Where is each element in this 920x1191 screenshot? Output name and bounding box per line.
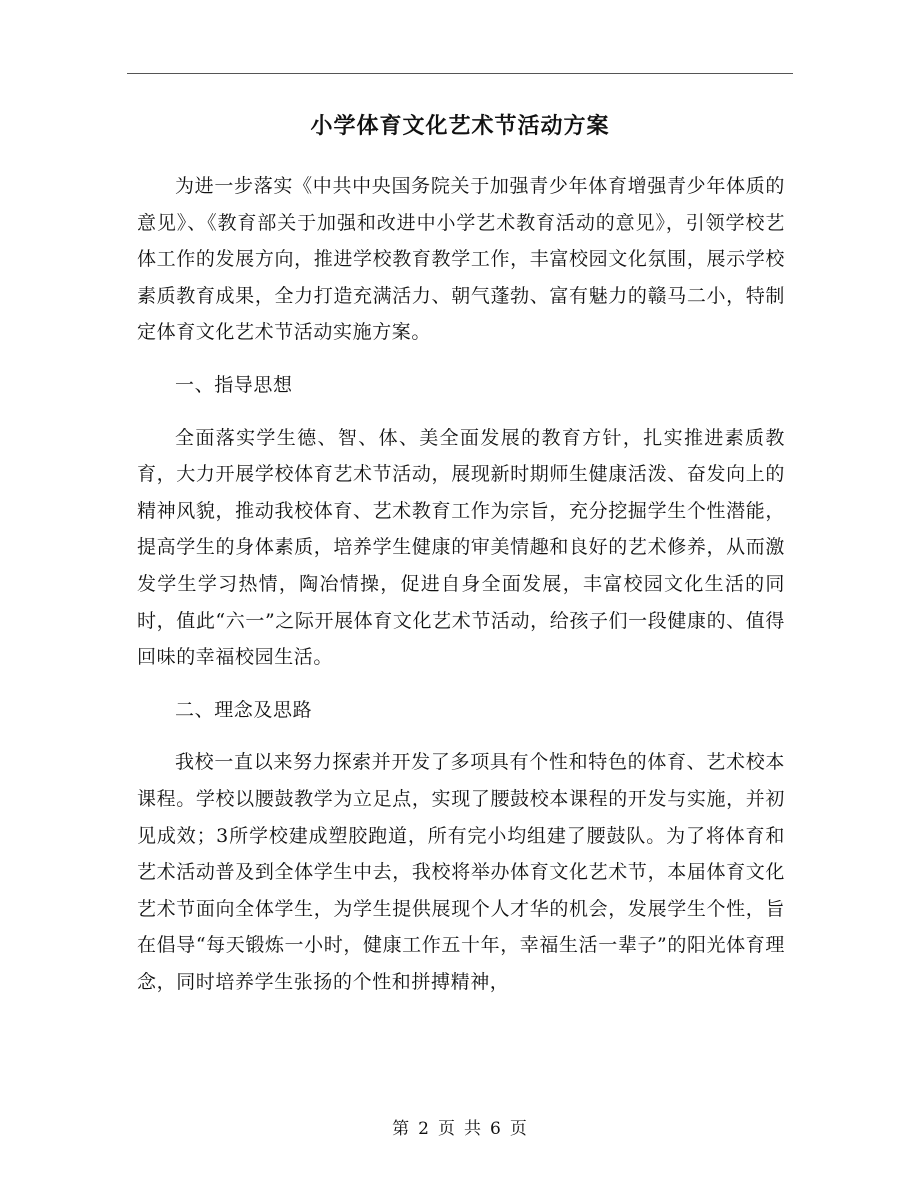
section-paragraph-concept-approach: 我校一直以来努力探索并开发了多项具有个性和特色的体育、艺术校本课程。学校以腰鼓教学为立足点，实现了腰鼓校本课程的开发与实施，并初见成效；3所学校建成塑胶跑道，所有完小均组建了腰鼓队。为了将体育和艺术活动普及到全体学生中去，我校将举办体育文化艺术节，本届体育文化艺术节面向全体学生，为学生提供展现个人才华的机会，发展学生个性，旨在倡导“每天锻炼一小时，健康工作五十年，幸福生活一辈子”的阳光体育理念，同时培养学生张扬的个性和拼搏精神， xyxy=(137,751,785,993)
document-title: 小学体育文化艺术节活动方案 xyxy=(310,113,610,139)
section-paragraph-guiding-ideology: 全面落实学生德、智、体、美全面发展的教育方针，扎实推进素质教育，大力开展学校体育艺术节活动，展现新时期师生健康活泼、奋发向上的精神风貌，推动我校体育、艺术教育工作为宗旨，充分挖掘学生个性潜能，提高学生的身体素质，培养学生健康的审美情趣和良好的艺术修养，从而激发学生学习热情，陶冶情操，促进自身全面发展，丰富校园文化生活的同时，值此“六一”之际开展体育文化艺术节活动，给孩子们一段健康的、值得回味的幸福校园生活。 xyxy=(137,426,785,669)
header-rule xyxy=(127,73,793,74)
page-footer xyxy=(127,1117,793,1141)
intro-paragraph: 为进一步落实《中共中央国务院关于加强青少年体育增强青少年体质的意见》、《教育部关于加强和改进中小学艺术教育活动的意见》，引领学校艺体工作的发展方向，推进学校教育教学工作，丰富校园文化氛围，展示学校素质教育成果，全力打造充满活力、朝气蓬勃、富有魅力的赣马二小，特制定体育文化艺术节活动实施方案。 xyxy=(137,175,785,344)
footer-page-word: 页 xyxy=(438,1119,456,1139)
footer-suffix: 页 xyxy=(509,1119,528,1139)
section-heading-guiding-ideology: 一、指导思想 xyxy=(175,373,293,396)
footer-total-label: 共 xyxy=(464,1119,482,1139)
footer-total-pages: 6 xyxy=(490,1119,502,1139)
document-body xyxy=(137,168,785,1000)
footer-prefix: 第 xyxy=(392,1119,411,1139)
section-heading-concept-approach: 二、理念及思路 xyxy=(175,698,313,721)
footer-current-page: 2 xyxy=(418,1119,430,1139)
